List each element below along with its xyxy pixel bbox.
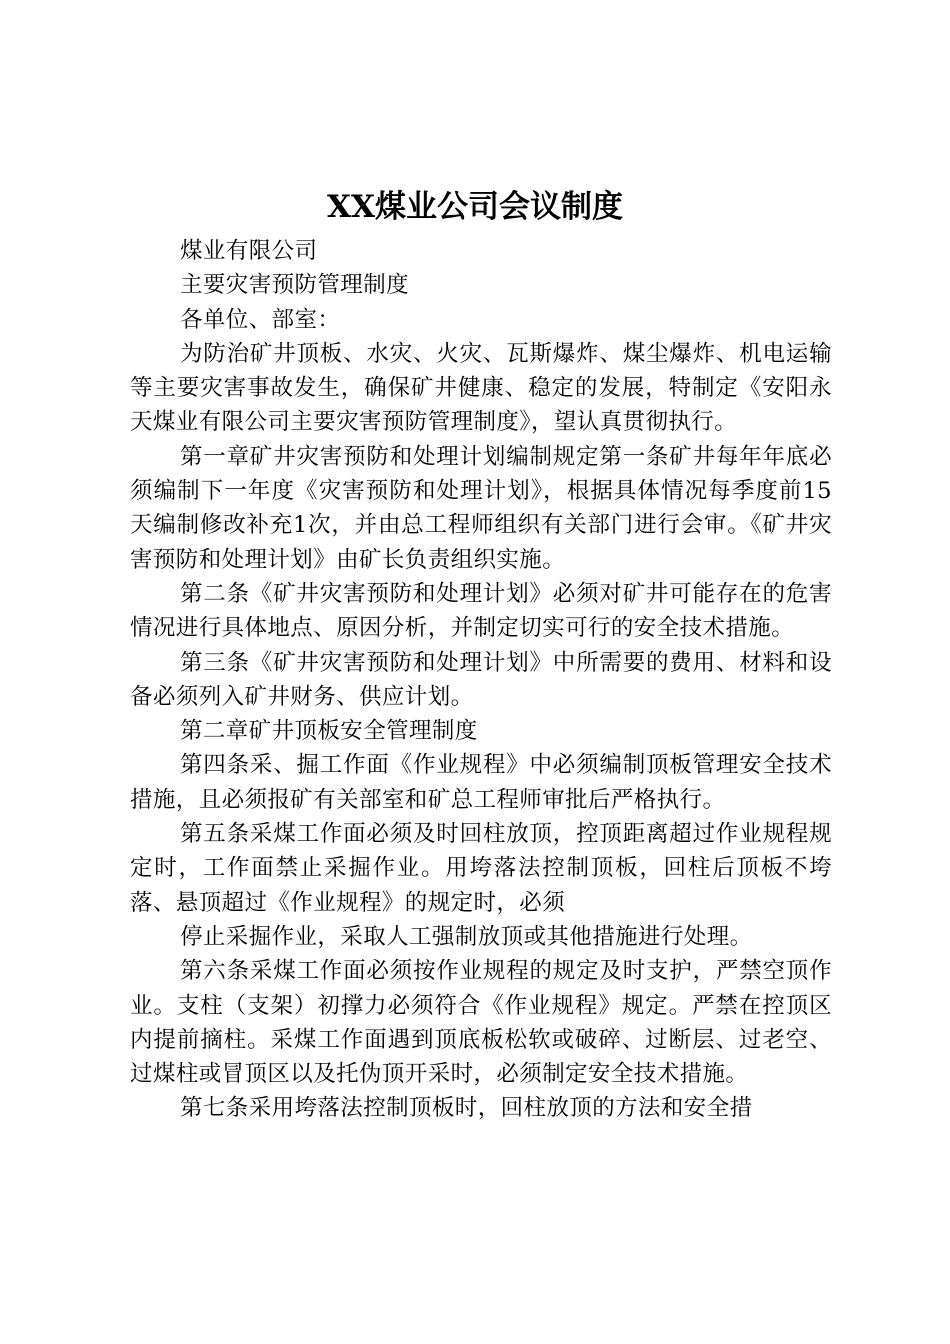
article-4-paragraph: 第四条采、掘工作面《作业规程》中必须编制顶板管理安全技术措施，且必须报矿有关部室和矿总工程师审批后严格执行。 bbox=[130, 752, 832, 813]
salutation-line: 各单位、部室： bbox=[180, 306, 341, 333]
document-body bbox=[130, 234, 832, 1126]
document-title: XX煤业公司会议制度 bbox=[326, 189, 624, 225]
intro-paragraph: 为防治矿井顶板、水灾、火灾、瓦斯爆炸、煤尘爆炸、机电运输等主要灾害事故发生，确保矿井健康、稳定的发展，特制定《安阳永天煤业有限公司主要灾害预防管理制度》，望认真贯彻执行。 bbox=[130, 340, 832, 436]
article-2-paragraph: 第二条《矿井灾害预防和处理计划》必须对矿井可能存在的危害情况进行具体地点、原因分析，并制定切实可行的安全技术措施。 bbox=[130, 580, 832, 642]
chapter-1-article-1-paragraph: 第一章矿井灾害预防和处理计划编制规定第一条矿井每年年底必须编制下一年度《灾害预防和处理计划》，根据具体情况每季度前15天编制修改补充1次，并由总工程师组织有关部门进行会审。《矿井灾害预防和处理计划》由矿长负责组织实施。 bbox=[130, 443, 832, 573]
article-5-continuation: 停止采掘作业，采取人工强制放顶或其他措施进行处理。 bbox=[180, 923, 753, 950]
chapter-2-heading: 第二章矿井顶板安全管理制度 bbox=[180, 718, 478, 745]
article-7-paragraph: 第七条采用垮落法控制顶板时，回柱放顶的方法和安全措 bbox=[180, 1095, 753, 1122]
article-6-paragraph: 第六条采煤工作面必须按作业规程的规定及时支护，严禁空顶作业。支柱（支架）初撑力必须符合《作业规程》规定。严禁在控顶区内提前摘柱。采煤工作面遇到顶底板松软或破碎、过断层、过老空、过煤柱或冒顶区以及托伪顶开采时，必须制定安全技术措施。 bbox=[130, 958, 832, 1088]
company-name-line: 煤业有限公司 bbox=[180, 238, 318, 264]
regulation-name-line: 主要灾害预防管理制度 bbox=[180, 272, 410, 299]
article-3-paragraph: 第三条《矿井灾害预防和处理计划》中所需要的费用、材料和设备必须列入矿井财务、供应计划。 bbox=[130, 649, 832, 710]
article-5-paragraph: 第五条采煤工作面必须及时回柱放顶，控顶距离超过作业规程规定时，工作面禁止采掘作业。用垮落法控制顶板，回柱后顶板不垮落、悬顶超过《作业规程》的规定时，必须 bbox=[130, 821, 832, 916]
